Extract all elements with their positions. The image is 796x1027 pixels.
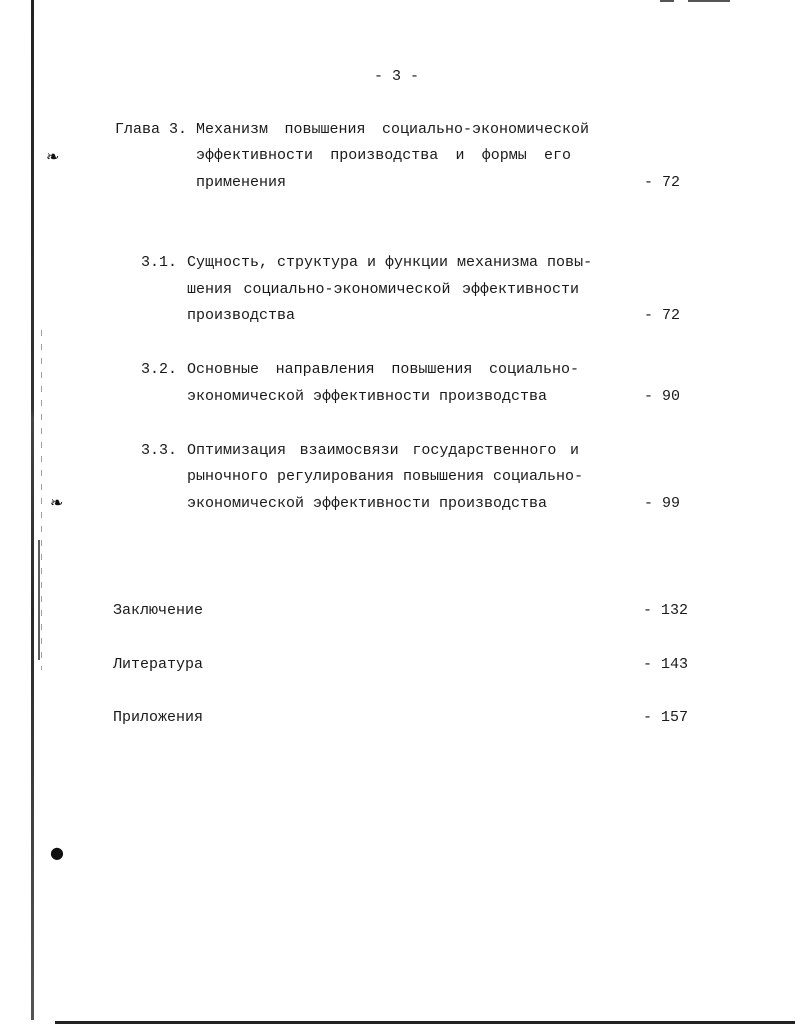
chapter-title-word: его bbox=[543, 147, 571, 164]
section-title-word: Оптимизация bbox=[187, 442, 287, 459]
section-page: - 99 bbox=[643, 495, 680, 512]
chapter-title-word: эффективности bbox=[196, 147, 314, 164]
section-title-word: шения bbox=[187, 281, 233, 298]
section-title-word: эффективности bbox=[461, 281, 579, 298]
scan-edge-dashes bbox=[41, 330, 42, 670]
chapter-title-word: повышения bbox=[284, 121, 366, 138]
back-matter-page: - 143 bbox=[642, 656, 688, 673]
section-title-word: социально- bbox=[488, 361, 579, 378]
section-title-word: социально-экономической bbox=[243, 281, 451, 298]
chapter-title-word: формы bbox=[481, 147, 527, 164]
back-matter-page: - 132 bbox=[642, 602, 688, 619]
chapter-title-line-3: применения bbox=[196, 174, 287, 191]
chapter-title-word: социально-экономической bbox=[381, 121, 589, 138]
scan-edge-mark bbox=[38, 540, 40, 660]
section-page: - 72 bbox=[643, 307, 680, 324]
scan-binding-edge bbox=[31, 0, 34, 1020]
chapter-page: - 72 bbox=[643, 174, 680, 191]
section-number: 3.3. bbox=[141, 442, 178, 459]
section-title-line-2: экономической эффективности производства bbox=[187, 388, 548, 405]
chapter-title-word: и bbox=[455, 147, 465, 164]
section-title-line-1 bbox=[187, 442, 579, 460]
section-title-word: Основные bbox=[187, 361, 260, 378]
section-title-word: взаимосвязи bbox=[299, 442, 399, 459]
section-title-line-1: Сущность, структура и функции механизма повы- bbox=[187, 254, 593, 271]
chapter-label: Глава 3. bbox=[115, 121, 188, 138]
chapter-title-line-2 bbox=[196, 147, 571, 165]
section-title-line-3: производства bbox=[187, 307, 296, 324]
back-matter-label: Заключение bbox=[113, 602, 204, 619]
section-title-line-2 bbox=[187, 281, 579, 299]
section-number: 3.1. bbox=[141, 254, 178, 271]
back-matter-label: Литература bbox=[113, 656, 204, 673]
section-title-line-3: экономической эффективности производства bbox=[187, 495, 548, 512]
section-title-line-1 bbox=[187, 361, 579, 379]
section-title-word: повышения bbox=[391, 361, 473, 378]
scan-top-mark bbox=[688, 0, 730, 2]
back-matter-page: - 157 bbox=[642, 709, 688, 726]
binding-hole-mark-icon: ❧ bbox=[46, 147, 60, 166]
section-page: - 90 bbox=[643, 388, 680, 405]
section-number: 3.2. bbox=[141, 361, 178, 378]
scan-top-mark bbox=[660, 0, 674, 2]
back-matter-label: Приложения bbox=[113, 709, 204, 726]
binding-hole-mark-icon: ❧ bbox=[50, 493, 64, 512]
section-title-line-2: рыночного регулирования повышения социально- bbox=[187, 468, 584, 485]
section-title-word: и bbox=[569, 442, 579, 459]
binding-hole-mark-icon: ● bbox=[50, 843, 64, 862]
chapter-title-word: Механизм bbox=[196, 121, 269, 138]
chapter-title-line-1 bbox=[196, 121, 589, 139]
scan-bottom-edge bbox=[55, 1021, 795, 1024]
chapter-title-word: производства bbox=[330, 147, 439, 164]
section-title-word: государственного bbox=[412, 442, 557, 459]
page-number: - 3 - bbox=[374, 68, 420, 85]
section-title-word: направления bbox=[275, 361, 375, 378]
